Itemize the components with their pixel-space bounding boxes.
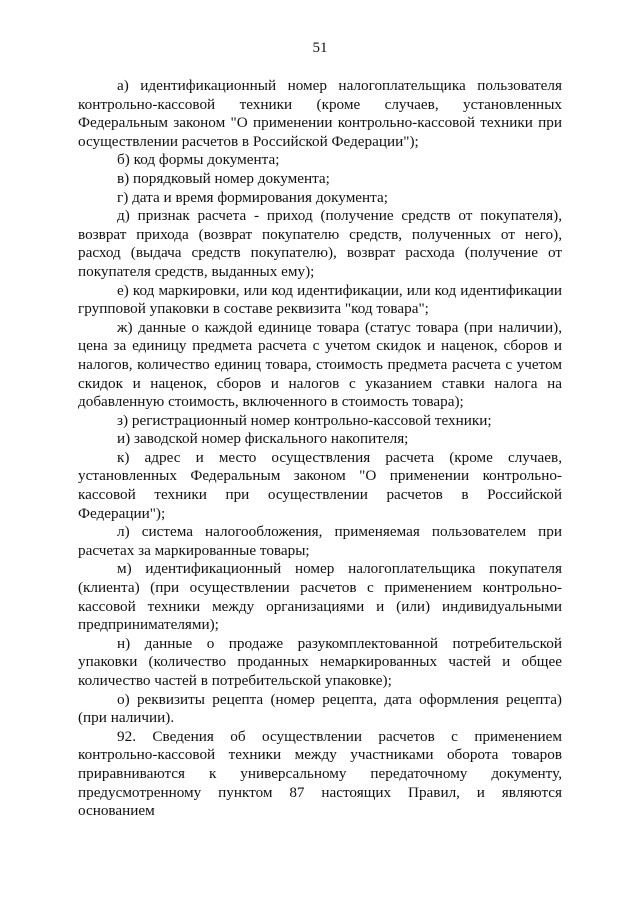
paragraph-g: г) дата и время формирования документа; bbox=[117, 188, 388, 206]
paragraph-n: н) данные о продаже разукомплектованной потребительской упаковки (количество проданных немаркированных частей и общее количество частей в потребительской упаковке); bbox=[78, 634, 562, 689]
paragraph-o: о) реквизиты рецепта (номер рецепта, дата оформления рецепта) (при наличии). bbox=[78, 690, 562, 727]
paragraph-v: в) порядковый номер документа; bbox=[117, 169, 330, 187]
paragraph-92: 92. Сведения об осуществлении расчетов с применением контрольно-кассовой техники между участниками оборота товаров приравниваются к универсальному передаточному документу, предусмотренному пунктом 87 настоящих Правил, и являются основанием bbox=[78, 727, 562, 820]
paragraph-m: м) идентификационный номер налогоплательщика покупателя (клиента) (при осуществлении расчетов с применением контрольно-кассовой техники между организациями и (или) индивидуальными предпринимателями); bbox=[78, 560, 562, 634]
paragraph-b: б) код формы документа; bbox=[117, 151, 280, 169]
paragraph-e: е) код маркировки, или код идентификации, или код идентификации групповой упаковки в составе реквизита "код товара"; bbox=[78, 281, 562, 318]
paragraph-d: д) признак расчета - приход (получение средств от покупателя), возврат прихода (возврат покупателю средств, полученных от него), расход (выдача средств покупателю), возврат расхода (получение от покупателя средств, выданных ему); bbox=[78, 207, 562, 280]
paragraph-z: з) регистрационный номер контрольно-кассовой техники; bbox=[117, 411, 492, 429]
paragraph-zh: ж) данные о каждой единице товара (статус товара (при наличии), цена за единицу предмета расчета с учетом скидок и наценок, сборов и налогов, количество единиц товара, стоимость предмета расчета с учетом скидок и наценок, сборов и налогов с указанием ставки налога на добавленную стоимость, включенного в стоимость товара); bbox=[78, 318, 562, 411]
page-number: 51 bbox=[312, 40, 328, 56]
paragraph-k: к) адрес и место осуществления расчета (кроме случаев, установленных Федеральным законом "О применении контрольно-кассовой техники при осуществлении расчетов в Российской Федерации"); bbox=[78, 448, 562, 522]
paragraph-i: и) заводской номер фискального накопителя; bbox=[117, 430, 409, 448]
paragraph-l: л) система налогообложения, применяемая пользователем при расчетах за маркированные товары; bbox=[78, 523, 562, 559]
paragraph-a: а) идентификационный номер налогоплательщика пользователя контрольно-кассовой техники (кроме случаев, установленных Федеральным законом "О применении контрольно-кассовой техники при осуществлении расчетов в Российской Федерации"); bbox=[78, 77, 562, 150]
document-body bbox=[78, 77, 562, 821]
